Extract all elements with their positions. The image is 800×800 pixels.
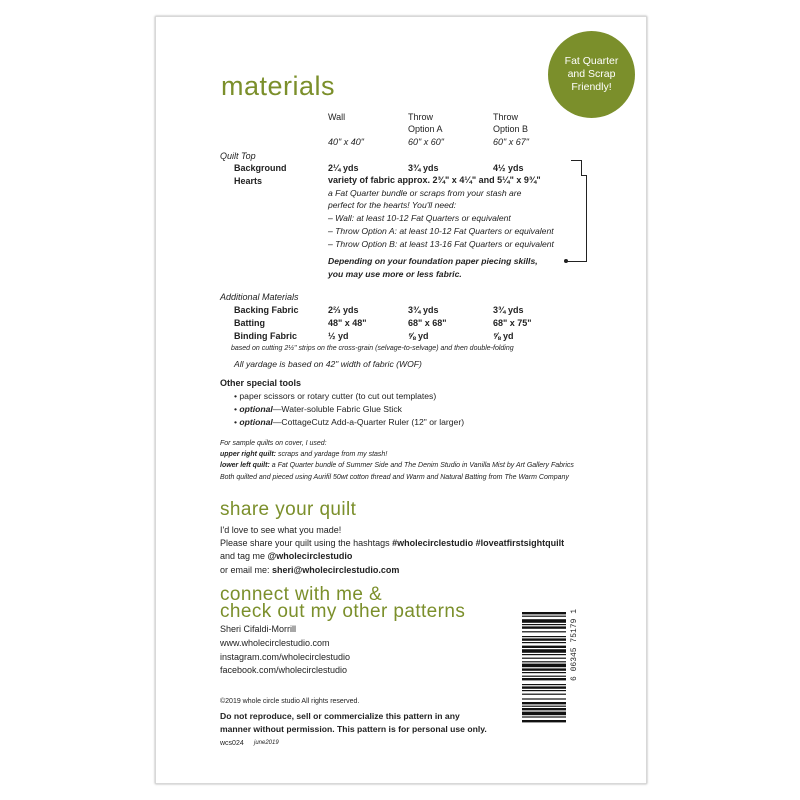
- warning-line-1: Do not reproduce, sell or commercialize this pattern in any: [220, 711, 460, 721]
- bracket-bottom: [567, 261, 587, 262]
- batting-label: Batting: [234, 318, 265, 328]
- bracket-vertical: [586, 175, 587, 262]
- barcode-bar: [522, 702, 566, 704]
- batting-throw-a: 68" x 68": [408, 318, 447, 328]
- barcode-bar: [522, 686, 566, 688]
- tool-item-3-em: optional: [239, 417, 273, 427]
- tool-item-1: • paper scissors or rotary cutter (to cut out templates): [234, 391, 437, 401]
- barcode-bar: [522, 649, 566, 653]
- instagram-handle: @wholecirclestudio: [267, 551, 353, 561]
- share-line-3-text: and tag me: [220, 551, 268, 561]
- barcode-bar: [522, 631, 566, 632]
- pattern-code: wcs024: [220, 740, 244, 747]
- col-throw-b-option: Option B: [493, 124, 529, 134]
- background-wall: 2¼ yds: [328, 163, 359, 173]
- samples-upper: [220, 449, 387, 460]
- barcode-bar: [522, 636, 566, 637]
- hearts-note-5: – Throw Option B: at least 13-16 Fat Quarters or equivalent: [328, 239, 554, 249]
- hearts-variety: variety of fabric approx. 2¾" x 4¼" and 5¼" x 9¾": [328, 175, 541, 185]
- pattern-back-page: [155, 16, 647, 784]
- badge-line-1: Fat Quarter: [564, 55, 619, 67]
- tool-item-3-text: —CottageCutz Add-a-Quarter Ruler (12" or larger): [272, 417, 465, 427]
- col-throw-a-label: Throw: [408, 112, 434, 122]
- bracket-top: [571, 160, 581, 161]
- barcode-bar: [522, 690, 566, 691]
- barcode-bar: [522, 698, 566, 699]
- backing-wall: 2⅔ yds: [328, 305, 359, 315]
- barcode-bar: [522, 626, 566, 628]
- barcode-digits: 6 06345 75179 1: [570, 608, 579, 681]
- instagram-link[interactable]: instagram.com/wholecirclestudio: [220, 652, 351, 662]
- binding-wall: ½ yd: [328, 331, 349, 341]
- col-wall-size: 40" x 40": [328, 137, 364, 147]
- barcode-bar: [522, 654, 566, 655]
- paper-piecing-note-1: Depending on your foundation paper piecing skills,: [328, 256, 538, 266]
- connect-title-line-2: check out my other patterns: [220, 601, 466, 622]
- quilt-top-label: Quilt Top: [220, 151, 256, 161]
- barcode-bar: [522, 708, 566, 710]
- tool-item-2: • optional—Water-soluble Fabric Glue Stick: [234, 404, 402, 414]
- barcode-bar: [522, 616, 566, 617]
- binding-throw-b: ⅝ yd: [493, 331, 514, 341]
- binding-throw-a: ⅝ yd: [408, 331, 429, 341]
- col-throw-b-label: Throw: [493, 112, 519, 122]
- samples-both: Both quilted and pieced using Aurifil 50wt cotton thread and Warm and Natural Batting from The Warm Company: [220, 474, 569, 481]
- samples-lower-label: lower left quilt:: [220, 462, 270, 469]
- barcode-bar: [522, 668, 566, 670]
- contact-email: sheri@wholecirclestudio.com: [272, 565, 400, 575]
- col-throw-a-option: Option A: [408, 124, 443, 134]
- barcode-bar: [522, 612, 566, 614]
- col-throw-b-size: 60" x 67": [493, 137, 529, 147]
- barcode-bar: [522, 619, 566, 623]
- col-wall-label: Wall: [328, 112, 346, 122]
- share-line-2-text: Please share your quilt using the hashtags: [220, 538, 393, 548]
- tool-item-1-text: paper scissors or rotary cutter (to cut out templates): [239, 391, 437, 401]
- barcode-bar: [522, 706, 566, 707]
- background-throw-a: 3¾ yds: [408, 163, 439, 173]
- tool-item-2-em: optional: [239, 404, 273, 414]
- samples-upper-text: scraps and yardage from my stash!: [276, 451, 388, 458]
- designer-name: Sheri Cifaldi-Morrill: [220, 624, 297, 634]
- hashtags: #wholecirclestudio #loveatfirstsightquilt: [392, 538, 565, 548]
- barcode-bar: [522, 672, 566, 673]
- barcode-bar: [522, 716, 566, 717]
- barcode-bars: [522, 612, 566, 722]
- hearts-note-2: perfect for the hearts! You'll need:: [328, 200, 457, 210]
- hearts-label: Hearts: [234, 176, 263, 186]
- backing-throw-b: 3¾ yds: [493, 305, 524, 315]
- share-line-4: [220, 564, 399, 576]
- yardage-note: All yardage is based on 42" width of fabric (WOF): [234, 359, 422, 369]
- barcode-bar: [522, 646, 566, 648]
- backing-label: Backing Fabric: [234, 305, 299, 315]
- hearts-note-1: a Fat Quarter bundle or scraps from your stash are: [328, 188, 522, 198]
- barcode-bar: [522, 642, 566, 643]
- tools-title: Other special tools: [220, 378, 302, 388]
- share-title: share your quilt: [220, 499, 357, 520]
- col-throw-a-size: 60" x 60": [408, 137, 444, 147]
- batting-wall: 48" x 48": [328, 318, 367, 328]
- barcode-bar: [522, 664, 566, 668]
- website-link[interactable]: www.wholecirclestudio.com: [220, 638, 330, 648]
- connect-title-line-1: connect with me &: [220, 584, 383, 605]
- additional-materials-label: Additional Materials: [220, 292, 299, 302]
- copyright: ©2019 whole circle studio All rights reserved.: [220, 698, 360, 705]
- barcode-bar: [522, 658, 566, 659]
- badge-line-2: and Scrap: [567, 68, 616, 80]
- tool-item-3: • optional—CottageCutz Add-a-Quarter Ruler (12" or larger): [234, 417, 465, 427]
- backing-throw-a: 3¾ yds: [408, 305, 439, 315]
- samples-intro: For sample quilts on cover, I used:: [220, 440, 327, 447]
- samples-lower: [220, 460, 574, 471]
- barcode-bar: [522, 712, 566, 716]
- binding-label: Binding Fabric: [234, 331, 297, 341]
- barcode-bar: [522, 694, 566, 695]
- barcode-bar: [522, 661, 566, 662]
- pattern-date: june2019: [254, 740, 279, 746]
- bracket-upper-vertical: [581, 160, 582, 175]
- hearts-note-4: – Throw Option A: at least 10-12 Fat Quarters or equivalent: [328, 226, 554, 236]
- warning-line-2: manner without permission. This pattern is for personal use only.: [220, 724, 487, 734]
- binding-note: based on cutting 2½" strips on the cross-grain (selvage-to-selvage) and then double-folding: [231, 345, 514, 352]
- share-line-3: [220, 550, 352, 562]
- materials-title: materials: [221, 71, 336, 101]
- samples-lower-text: a Fat Quarter bundle of Summer Side and The Denim Studio in Vanilla Mist by Art Gallery Fabrics: [269, 462, 574, 469]
- tool-item-2-text: —Water-soluble Fabric Glue Stick: [272, 404, 402, 414]
- barcode-bar: [522, 676, 566, 677]
- barcode-bar: [522, 624, 566, 625]
- barcode-bar: [522, 638, 566, 640]
- barcode-bar: [522, 720, 566, 722]
- samples-upper-label: upper right quilt:: [220, 451, 276, 458]
- share-line-1: I'd love to see what you made!: [220, 525, 342, 535]
- share-line-4-text: or email me:: [220, 565, 273, 575]
- background-label: Background: [234, 163, 287, 173]
- facebook-link[interactable]: facebook.com/wholecirclestudio: [220, 665, 348, 675]
- barcode-bar: [522, 678, 566, 680]
- barcode-bar: [522, 684, 566, 685]
- batting-throw-b: 68" x 75": [493, 318, 532, 328]
- badge-line-3: Friendly!: [571, 81, 612, 93]
- paper-piecing-note-2: you may use more or less fabric.: [328, 269, 462, 279]
- bracket-dot: [564, 259, 568, 263]
- fat-quarter-badge: [548, 31, 635, 118]
- background-throw-b: 4½ yds: [493, 163, 524, 173]
- hearts-note-3: – Wall: at least 10-12 Fat Quarters or equivalent: [328, 213, 511, 223]
- share-line-2: [220, 537, 564, 549]
